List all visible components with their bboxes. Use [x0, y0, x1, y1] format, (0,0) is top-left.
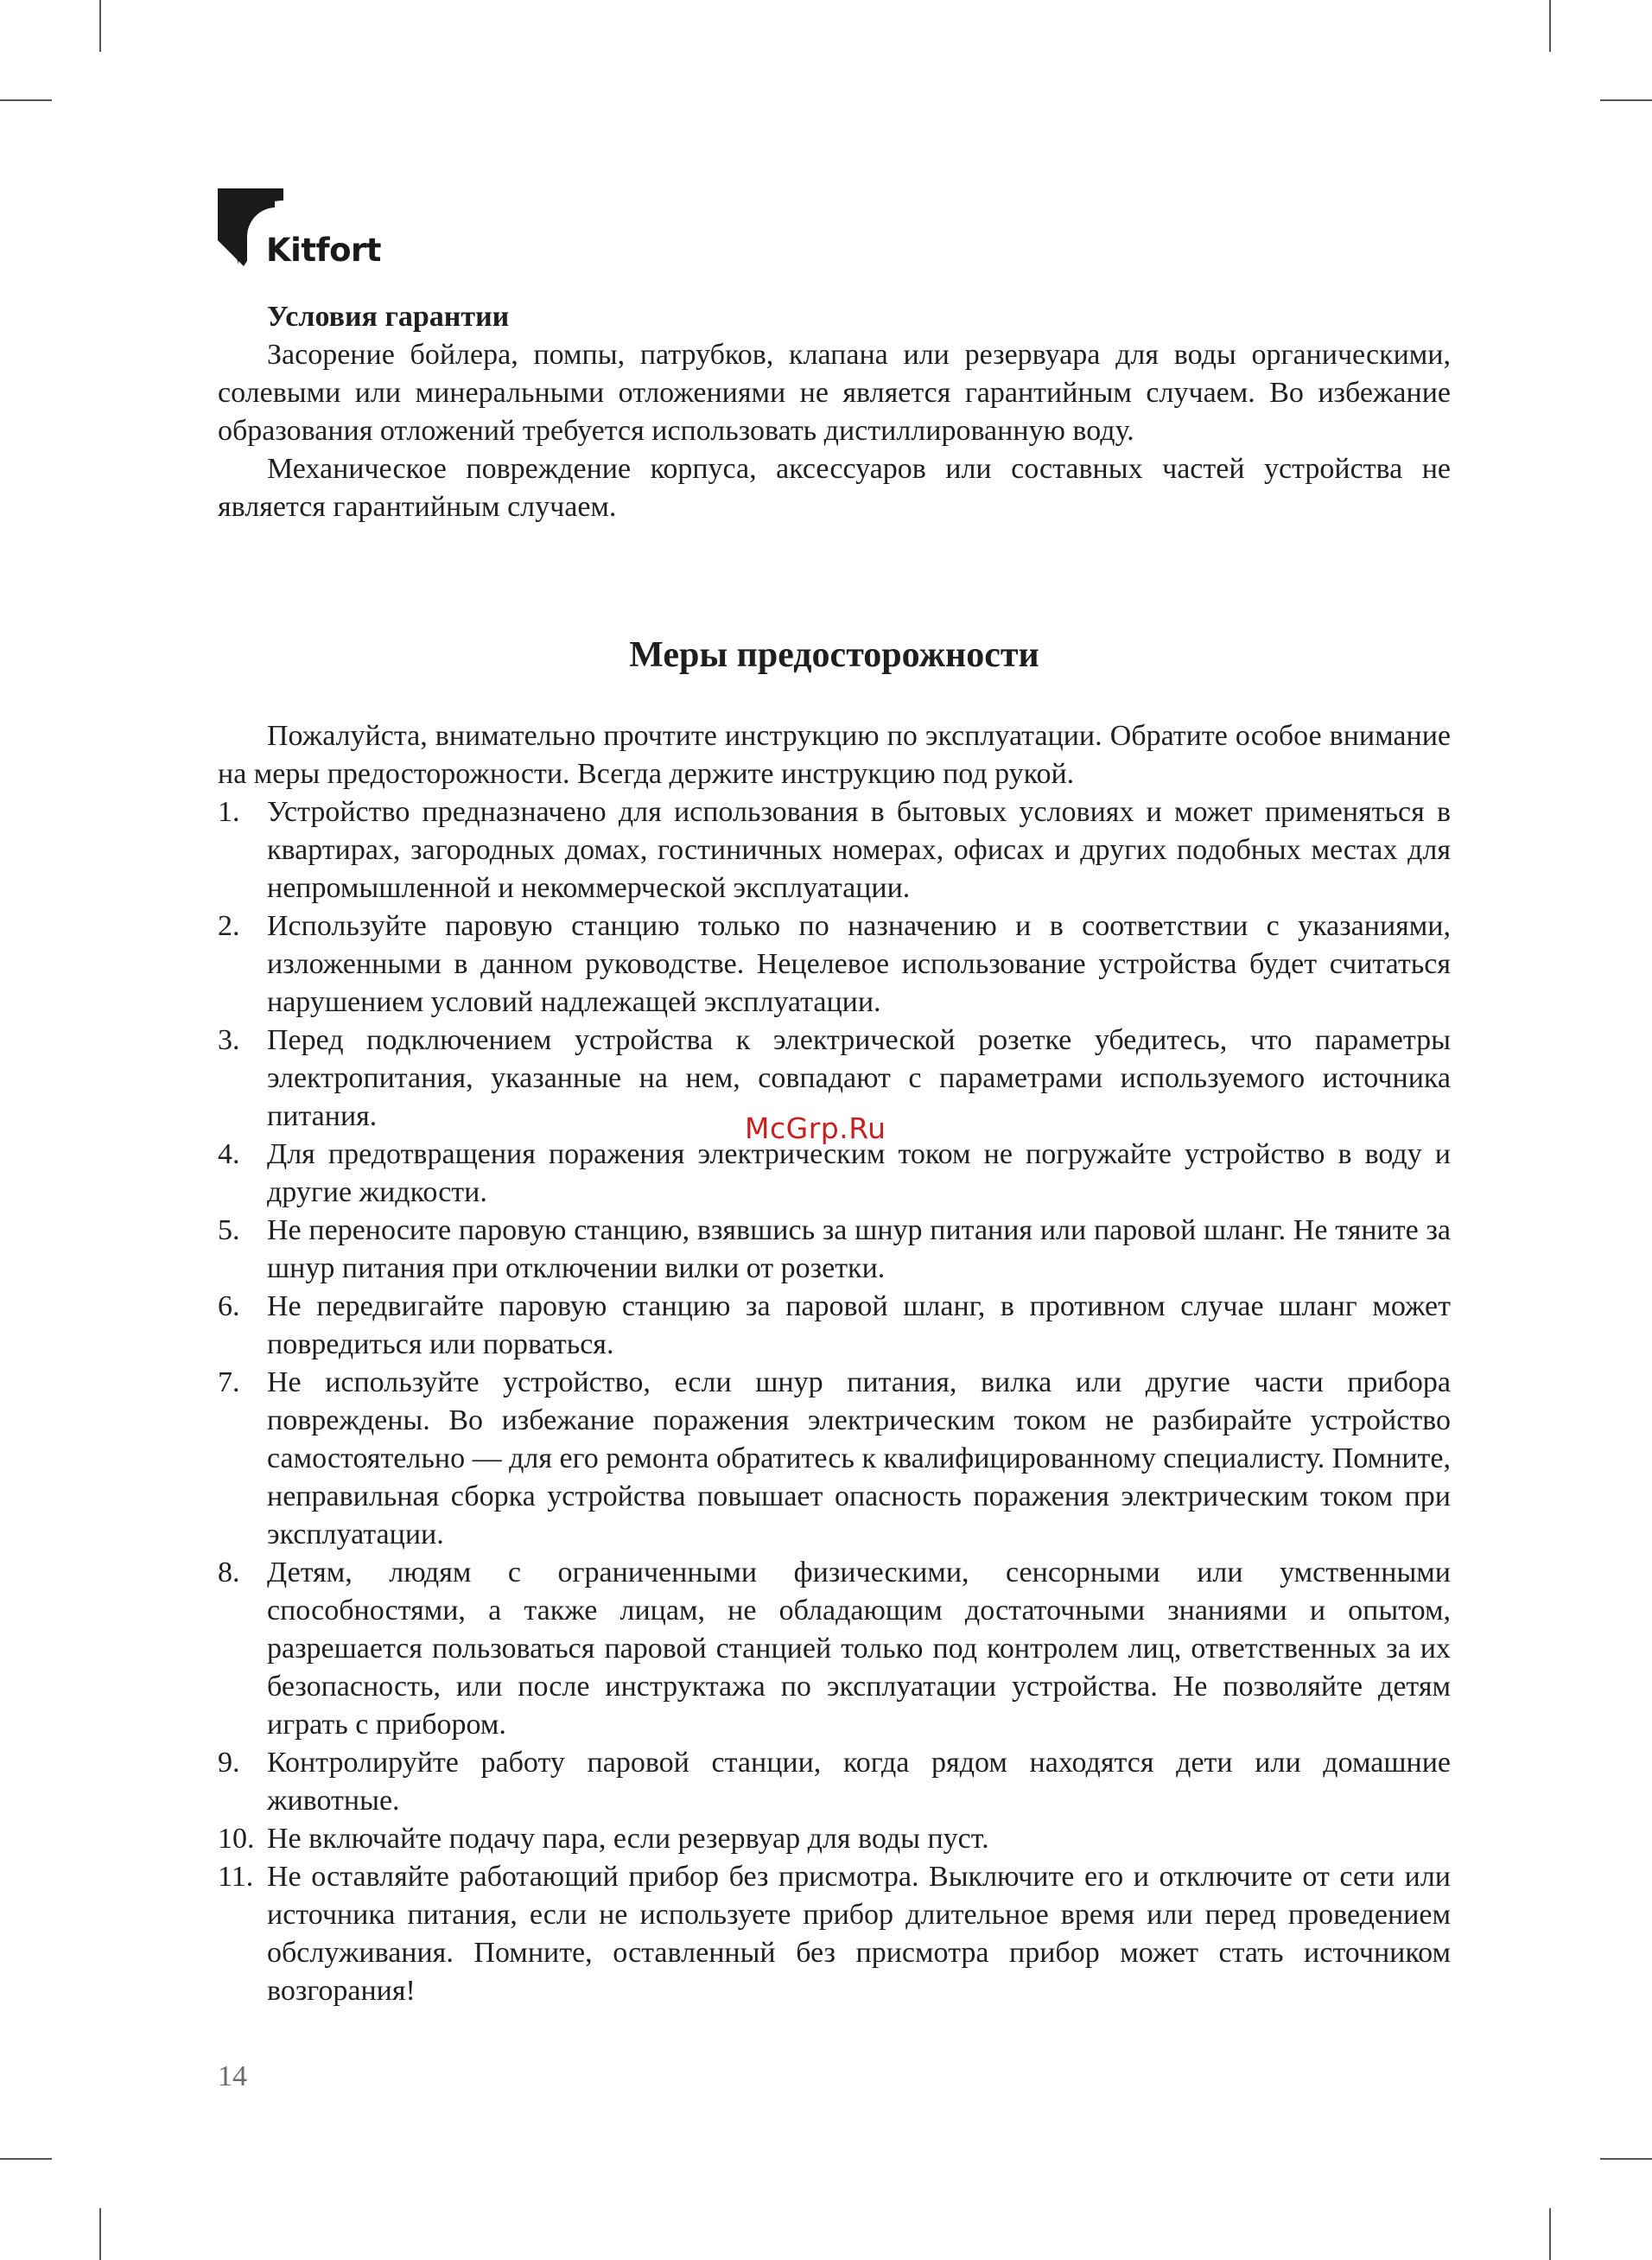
crop-mark-bottom-right-h — [1600, 2158, 1652, 2160]
warranty-paragraph-2: Механическое повреждение корпуса, аксессуаров или составных частей устройства не является гарантийным случаем. — [218, 453, 1451, 523]
list-item-text: Не оставляйте работающий прибор без присмотра. Выключите его и отключите от сети или источника питания, если не используете прибор длительное время или перед проведением обслуживания. Помните, оставленный без присмотра прибор может стать источником возгорания! — [267, 1861, 1451, 2007]
list-item — [218, 793, 1451, 907]
list-item-number: 8. — [218, 1557, 240, 1588]
list-item-text: Контролируйте работу паровой станции, когда рядом находятся дети или домашние животные. — [267, 1747, 1451, 1817]
warranty-paragraph-1: Засорение бойлера, помпы, патрубков, клапана или резервуара для воды органическими, солевыми или минеральными отложениями не является гарантийным случаем. Во избежание образования отложений требуется использовать дистиллированную воду. — [218, 339, 1451, 447]
kitfort-logo-text: Kitfort — [266, 232, 381, 269]
list-item-number: 10. — [218, 1823, 255, 1855]
precautions-section — [218, 717, 1451, 2010]
list-item-number: 7. — [218, 1366, 240, 1398]
list-item-text: Не включайте подачу пара, если резервуар для воды пуст. — [267, 1823, 989, 1855]
crop-mark-top-left — [99, 0, 101, 52]
list-item-text: Не переносите паровую станцию, взявшись за шнур питания или паровой шланг. Не тяните за шнур питания при отключении вилки от розетки. — [267, 1214, 1451, 1284]
list-item — [218, 1212, 1451, 1288]
list-item — [218, 1820, 1451, 1858]
warranty-heading: Условия гарантии — [267, 301, 510, 333]
list-item-text: Для предотвращения поражения электрическим током не погружайте устройство в воду и другие жидкости. — [267, 1138, 1451, 1208]
list-item-number: 1. — [218, 796, 240, 828]
list-item-text: Перед подключением устройства к электрической розетке убедитесь, что параметры электропитания, указанные на нем, совпадают с параметрами используемого источника питания. — [267, 1024, 1451, 1132]
list-item-text: Устройство предназначено для использования в бытовых условиях и может применяться в квартирах, загородных домах, гостиничных номерах, офисах и других подобных местах для непромышленной и некоммерческой эксплуатации. — [267, 796, 1451, 904]
list-item-number: 9. — [218, 1747, 240, 1779]
list-item-number: 4. — [218, 1138, 240, 1170]
list-item-text: Используйте паровую станцию только по назначению и в соответствии с указаниями, изложенными в данном руководстве. Нецелевое использование устройства будет считаться нарушением условий надлежащей эксплуатации. — [267, 910, 1451, 1018]
crop-mark-bottom-left — [99, 2208, 101, 2260]
watermark: McGrp.Ru — [745, 1111, 886, 1145]
list-item-number: 6. — [218, 1290, 240, 1322]
list-item-number: 11. — [218, 1861, 254, 1893]
crop-mark-bottom-right — [1549, 2208, 1551, 2260]
crop-mark-top-right-h — [1600, 99, 1652, 101]
crop-mark-top-right — [1549, 0, 1551, 52]
list-item-number: 2. — [218, 910, 240, 942]
list-item-text: Не передвигайте паровую станцию за паровой шланг, в противном случае шланг может повредиться или порваться. — [267, 1290, 1451, 1360]
list-item-text: Не используйте устройство, если шнур питания, вилка или другие части прибора повреждены. Во избежание поражения электрическим током не разбирайте устройство самостоятельно — для его ремонта обратитесь к квалифицированному специалисту. Помните, неправильная сборка устройства повышает опасность поражения электрическим током при эксплуатации. — [267, 1366, 1451, 1550]
list-item — [218, 907, 1451, 1022]
precautions-intro: Пожалуйста, внимательно прочтите инструкцию по эксплуатации. Обратите особое внимание на меры предосторожности. Всегда держите инструкцию под рукой. — [218, 720, 1451, 790]
precautions-list — [218, 793, 1451, 2010]
list-item — [218, 1554, 1451, 1744]
list-item-number: 3. — [218, 1024, 240, 1056]
list-item — [218, 1744, 1451, 1820]
warranty-section — [218, 298, 1451, 526]
crop-mark-top-left-h — [0, 99, 52, 101]
crop-mark-bottom-left-h — [0, 2158, 52, 2160]
list-item — [218, 1288, 1451, 1364]
list-item-number: 5. — [218, 1214, 240, 1246]
list-item-text: Детям, людям с ограниченными физическими, сенсорными или умственными способностями, а также лицам, не обладающим достаточными знаниями и опытом, разрешается пользоваться паровой станцией только под контролем лиц, ответственных за их безопасность, или после инструктажа по эксплуатации устройства. Не позволяйте детям играть с прибором. — [267, 1557, 1451, 1741]
list-item — [218, 1858, 1451, 2010]
list-item — [218, 1136, 1451, 1212]
precautions-title: Меры предосторожности — [629, 635, 1039, 675]
page-number: 14 — [218, 2060, 247, 2092]
list-item — [218, 1364, 1451, 1554]
